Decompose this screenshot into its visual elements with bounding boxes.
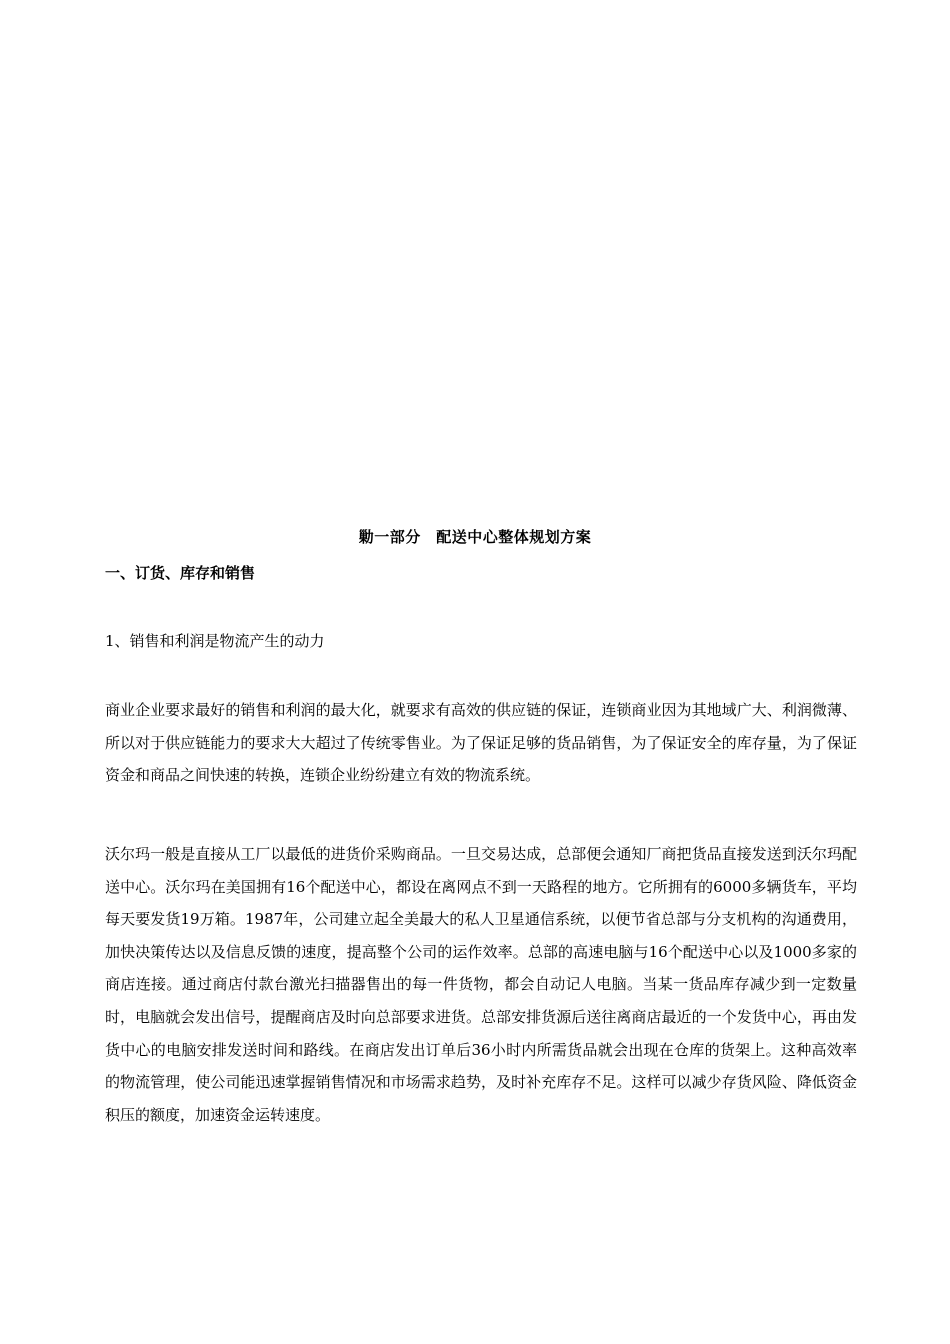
paragraph-walmart: 沃尔玛一般是直接从工厂以最低的进货价采购商品。一旦交易达成，总部便会通知厂商把货品直接发送到沃尔玛配送中心。沃尔玛在美国拥有16个配送中心，都设在离网点不到一天路程的地方。它所拥有的6000多辆货车，平均每天要发货19万箱。1987年，公司建立起全美最大的私人卫星通信系统，以便节省总部与分支机构的沟通费用，加快决策传达以及信息反馈的速度，提高整个公司的运作效率。总部的高速电脑与16个配送中心以及1000多家的商店连接。通过商店付款台激光扫描器售出的每一件货物，都会自动记人电脑。当某一货品库存减少到一定数量时，电脑就会发出信号，提醒商店及时向总部要求进货。总部安排货源后送往离商店最近的一个发货中心，再由发货中心的电脑安排发送时间和路线。在商店发出订单后36小时内所需货品就会出现在仓库的货架上。这种高效率的物流管理，使公司能迅速掌握销售情况和市场需求趋势，及时补充库存不足。这样可以减少存货风险、降低资金积压的额度，加速资金运转速度。 — [105, 845, 857, 1124]
subheading: 1、销售和利润是物流产生的动力 — [105, 632, 325, 650]
section-heading: 一、订货、库存和销售 — [105, 564, 256, 582]
paragraph-supply-chain: 商业企业要求最好的销售和利润的最大化，就要求有高效的供应链的保证，连锁商业因为其地域广大、利润微薄、所以对于供应链能力的要求大大超过了传统零售业。为了保证足够的货品销售，为了保证安全的库存量，为了保证资金和商品之间快速的转换，连锁企业纷纷建立有效的物流系统。 — [105, 701, 857, 785]
document-title: 勦一部分 配送中心整体规划方案 — [358, 528, 592, 546]
